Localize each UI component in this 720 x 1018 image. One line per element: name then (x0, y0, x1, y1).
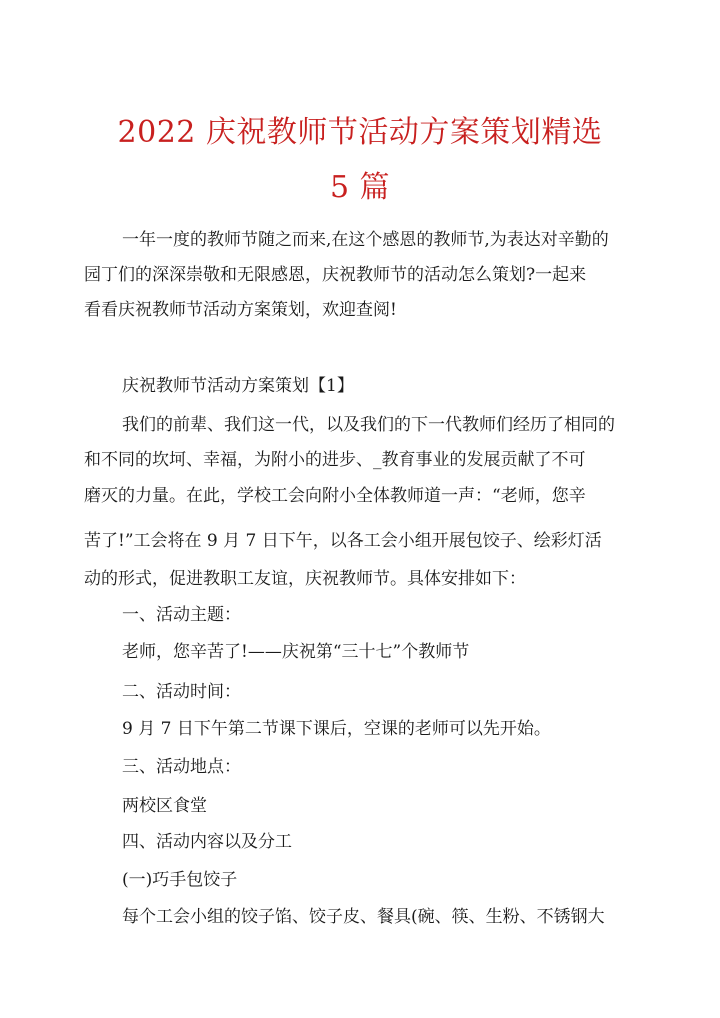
list-item: 二、活动时间： (122, 682, 241, 702)
intro-line: 园丁们的深深崇敬和无限感恩，庆祝教师节的活动怎么策划?一起来 (84, 265, 587, 285)
section-heading: 庆祝教师节活动方案策划【1】 (122, 376, 354, 396)
list-item: 一、活动主题： (122, 605, 241, 625)
intro-line: 一年一度的教师节随之而来,在这个感恩的教师节,为表达对辛勤的 (122, 230, 609, 250)
body-line: 和不同的坎坷、幸福，为附小的进步、_教育事业的发展贡献了不可 (84, 450, 586, 470)
list-item: 9 月 7 日下午第二节课下课后，空课的老师可以先开始。 (122, 719, 551, 739)
body-line: 动的形式，促进教职工友谊，庆祝教师节。具体安排如下： (84, 569, 526, 589)
document-title-line-1: 2022 庆祝教师节活动方案策划精选 (117, 115, 603, 150)
list-item: 两校区食堂 (122, 796, 207, 816)
list-item: 三、活动地点： (122, 757, 241, 777)
list-item: (一)巧手包饺子 (122, 870, 238, 890)
list-item: 老师，您辛苦了!——庆祝第“三十七”个教师节 (122, 642, 470, 662)
list-item: 四、活动内容以及分工 (122, 832, 292, 852)
body-line: 我们的前辈、我们这一代，以及我们的下一代教师们经历了相同的 (122, 415, 615, 435)
body-line: 磨灭的力量。在此，学校工会向附小全体教师道一声：“老师，您辛 (84, 486, 586, 506)
document-title-line-2: 5 篇 (329, 170, 391, 205)
body-line: 苦了!”工会将在 9 月 7 日下午，以各工会小组开展包饺子、绘彩灯活 (84, 531, 602, 551)
list-item: 每个工会小组的饺子馅、饺子皮、餐具(碗、筷、生粉、不锈钢大 (122, 907, 605, 927)
intro-line: 看看庆祝教师节活动方案策划，欢迎查阅! (84, 300, 397, 320)
